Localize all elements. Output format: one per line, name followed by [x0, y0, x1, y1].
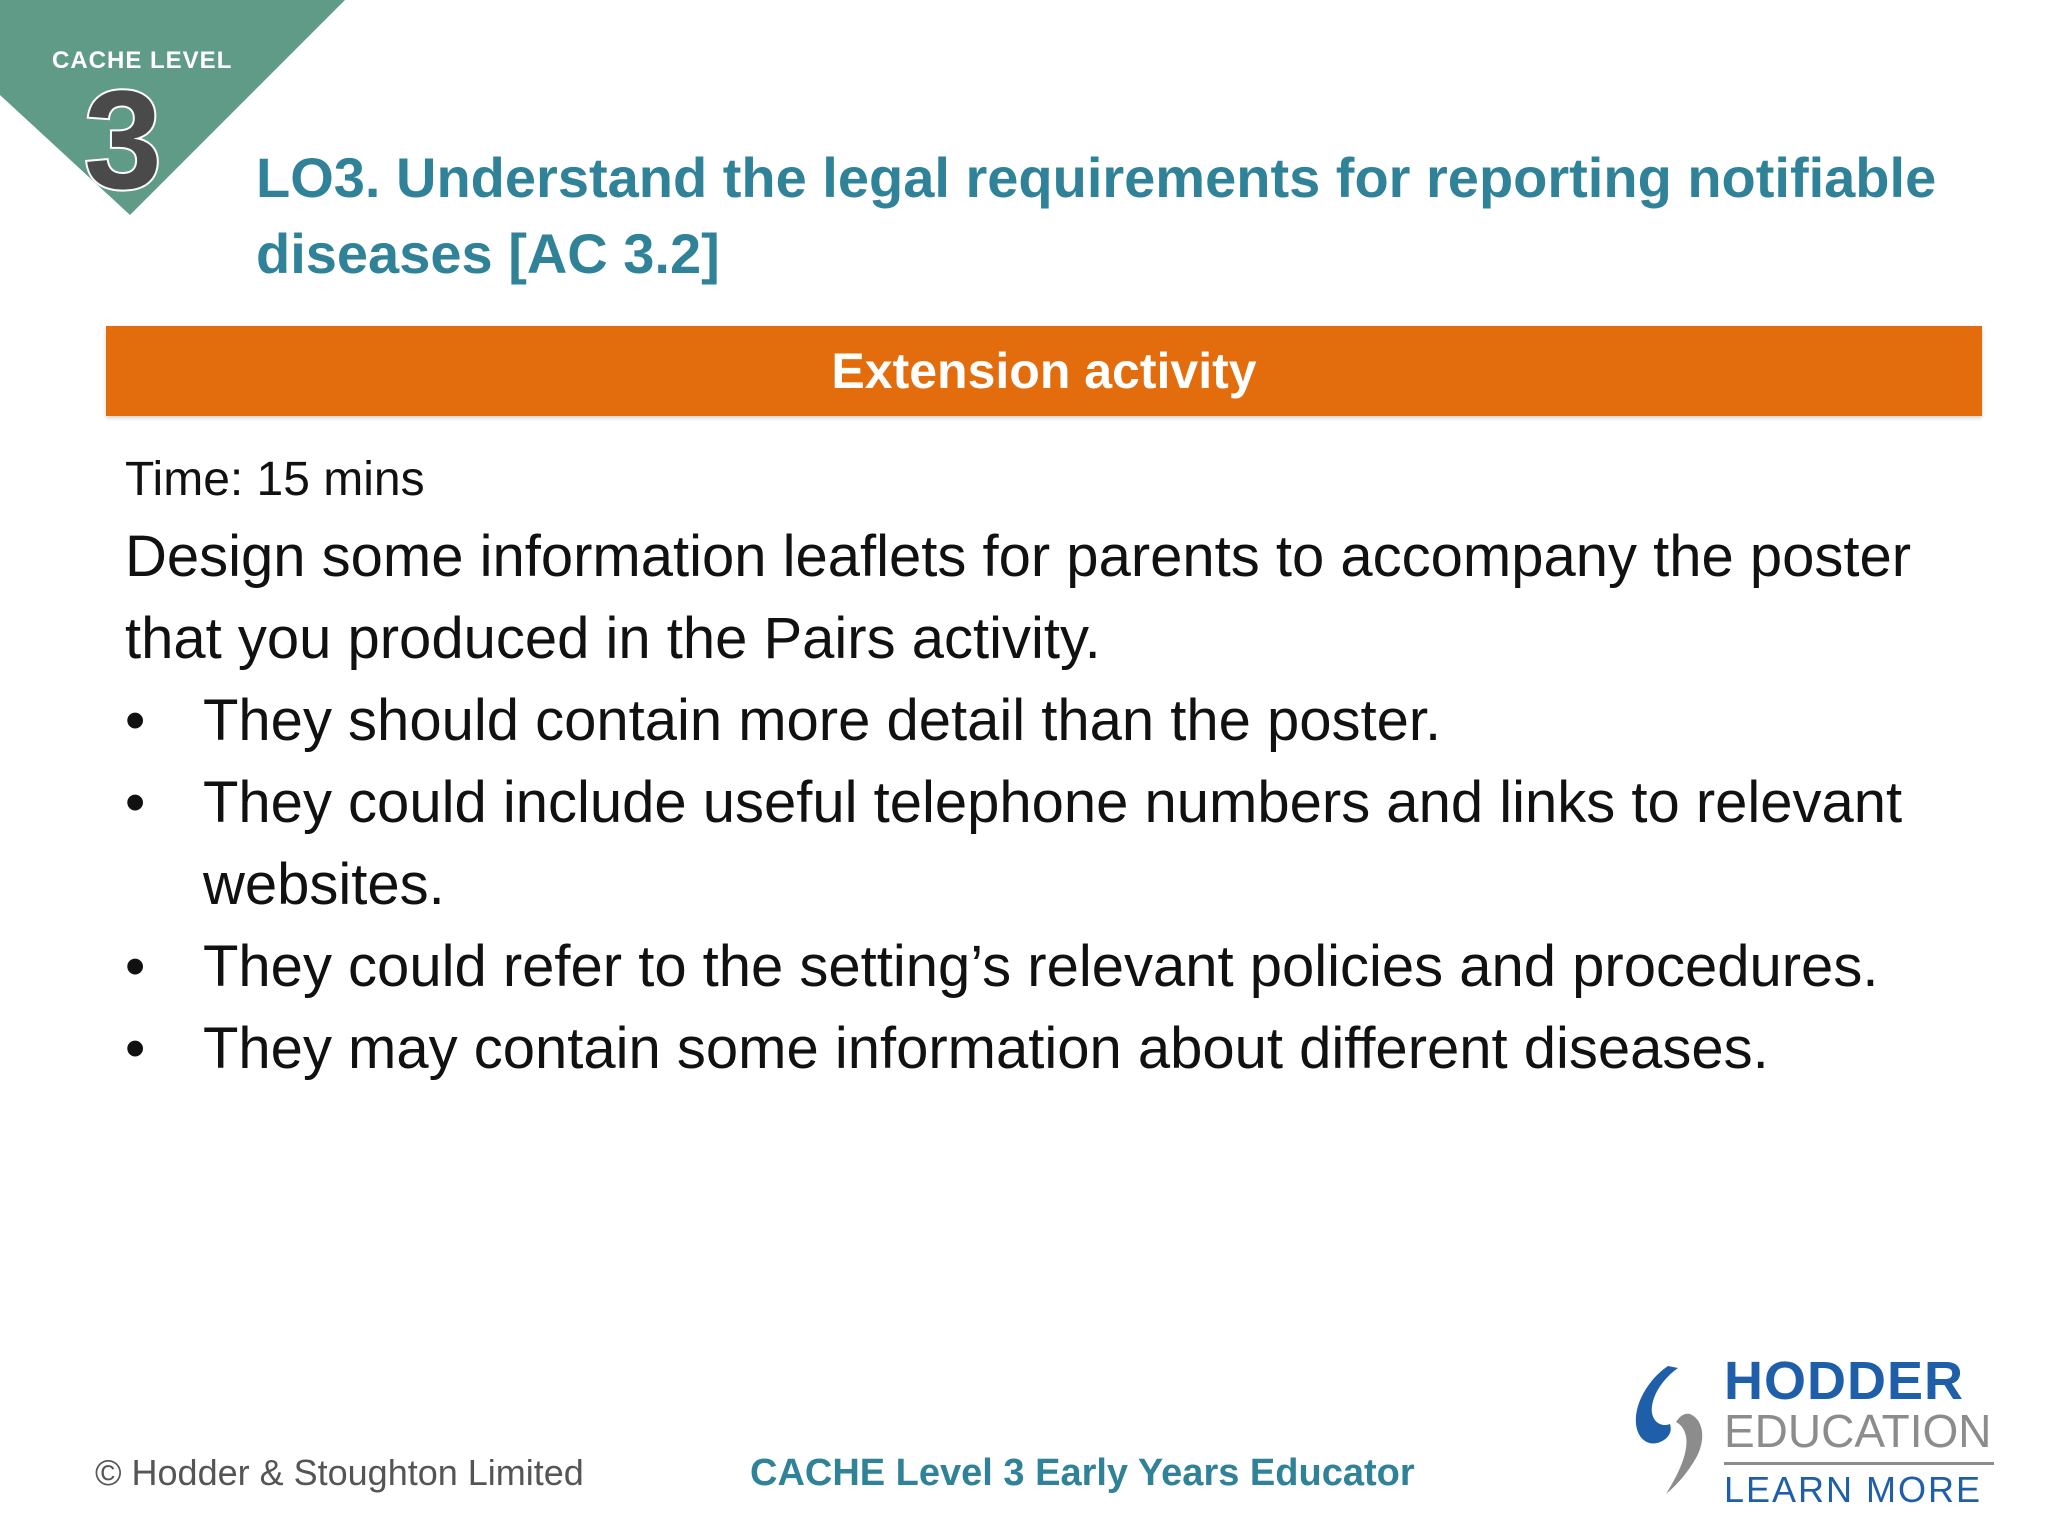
heading-line-1: LO3. Understand the legal requirements for reporting notifiable — [256, 146, 1937, 209]
activity-bullet-list — [125, 680, 1965, 1090]
bullet-text: They could include useful telephone numbers and links to relevant websites. — [203, 770, 1903, 917]
logo-brand-text: HODDER — [1724, 1351, 1965, 1411]
hodder-education-logo — [1620, 1352, 2000, 1522]
copyright-notice: © Hodder & Stoughton Limited — [95, 1452, 584, 1493]
activity-banner — [106, 326, 1982, 416]
bullet-dot-icon: • — [125, 1016, 146, 1081]
hodder-swirl-icon — [1620, 1358, 1710, 1498]
bullet-dot-icon: • — [125, 770, 146, 835]
bullet-text: They could refer to the setting’s relevant policies and procedures. — [203, 934, 1879, 999]
badge-label: CACHE LEVEL — [52, 47, 233, 74]
bullet-text: They may contain some information about different diseases. — [203, 1016, 1769, 1081]
course-title: CACHE Level 3 Early Years Educator — [750, 1452, 1415, 1494]
list-item — [125, 1008, 1965, 1090]
bullet-text: They should contain more detail than the poster. — [203, 688, 1442, 753]
heading-line-2: diseases [AC 3.2] — [256, 222, 720, 285]
list-item — [125, 926, 1965, 1008]
badge-level-number: 3 — [84, 61, 162, 218]
list-item — [125, 680, 1965, 762]
logo-sub-text: EDUCATION — [1724, 1405, 1992, 1457]
banner-label: Extension activity — [831, 343, 1257, 399]
logo-divider — [1724, 1462, 1994, 1465]
slide-heading — [256, 140, 1976, 292]
bullet-dot-icon: • — [125, 934, 146, 999]
list-item — [125, 762, 1965, 926]
logo-tagline: LEARN MORE — [1724, 1469, 1983, 1510]
bullet-dot-icon: • — [125, 688, 146, 753]
activity-intro: Design some information leaflets for parents to accompany the poster that you produced in the Pairs activity. — [125, 524, 1912, 671]
time-allocation: Time: 15 mins — [125, 453, 425, 506]
